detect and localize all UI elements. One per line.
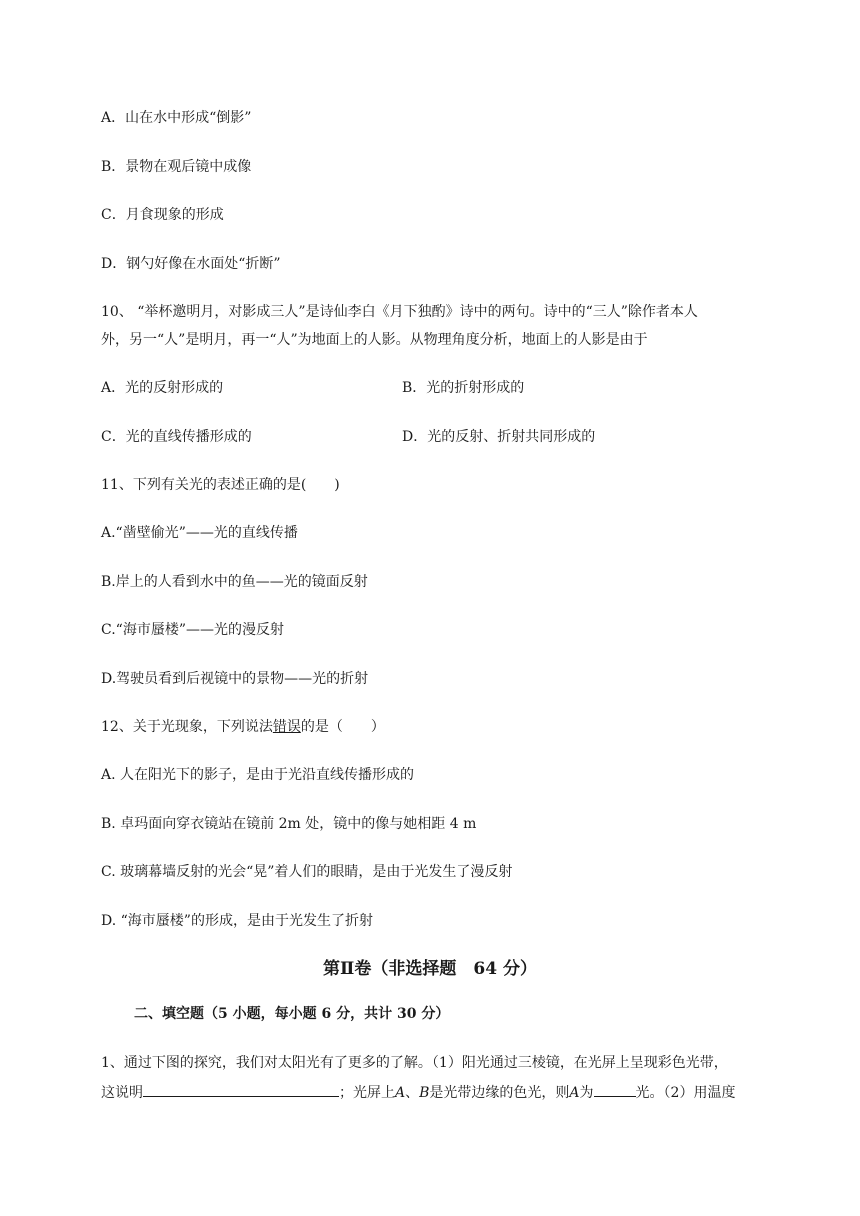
fill1-text-c: 是光带边缘的色光，则 xyxy=(429,1085,570,1101)
q12-option-b: B. 卓玛面向穿衣镜站在镜前 2m 处，镜中的像与她相距 4 m xyxy=(101,816,477,832)
q11-option-b: B.岸上的人看到水中的鱼——光的镜面反射 xyxy=(101,574,368,590)
q12-stem-emphasis: 错误 xyxy=(272,719,301,735)
var-b: B xyxy=(419,1085,430,1101)
q12-stem-after: 的是（ ） xyxy=(300,719,385,735)
fill1-text-a: 这说明 xyxy=(101,1085,143,1101)
answer-blank-1[interactable] xyxy=(143,1082,339,1097)
var-a: A xyxy=(395,1085,406,1101)
q12-stem-before: 12、关于光现象，下列说法 xyxy=(101,719,273,735)
option-a: A．山在水中形成“倒影” xyxy=(101,110,252,126)
section-subheading: 二、填空题（5 小题，每小题 6 分，共计 30 分） xyxy=(134,1006,450,1022)
q12-stem xyxy=(101,717,385,737)
answer-blank-2[interactable] xyxy=(594,1082,636,1097)
fill1-text-b: ；光屏上 xyxy=(339,1085,395,1101)
q11-option-a: A.“凿壁偷光”——光的直线传播 xyxy=(101,525,298,541)
q10-option-d: D．光的反射、折射共同形成的 xyxy=(402,429,596,445)
fill1-line1: 1、通过下图的探究，我们对太阳光有了更多的了解。（1）阳光通过三棱镜，在光屏上呈现彩色光带， xyxy=(101,1055,728,1071)
q10-option-a: A．光的反射形成的 xyxy=(101,380,224,396)
option-c: C．月食现象的形成 xyxy=(101,207,224,223)
var-a-2: A xyxy=(569,1085,580,1101)
option-b: B．景物在观后镜中成像 xyxy=(101,159,252,175)
q10-stem-line2: 外，另一“人”是明月，再一“人”为地面上的人影。从物理角度分析，地面上的人影是由于 xyxy=(101,332,648,348)
fill1-text-e: 光。（2）用温度 xyxy=(635,1085,736,1101)
fill1-sep: 、 xyxy=(405,1085,420,1101)
q12-option-c: C. 玻璃幕墙反射的光会“晃”着人们的眼睛，是由于光发生了漫反射 xyxy=(101,864,513,880)
q11-stem: 11、下列有关光的表述正确的是( ) xyxy=(101,477,340,493)
q12-option-a: A. 人在阳光下的影子，是由于光沿直线传播形成的 xyxy=(101,767,415,783)
option-d: D．钢勺好像在水面处“折断” xyxy=(101,256,281,272)
section-title: 第Ⅱ卷（非选择题 64 分） xyxy=(323,959,537,979)
q11-option-d: D.驾驶员看到后视镜中的景物——光的折射 xyxy=(101,671,369,687)
q10-option-c: C．光的直线传播形成的 xyxy=(101,429,252,445)
q12-option-d: D. “海市蜃楼”的形成，是由于光发生了折射 xyxy=(101,913,373,929)
fill1-text-d: 为 xyxy=(579,1085,594,1101)
q10-stem-line1: 10、 “举杯邀明月，对影成三人”是诗仙李白《月下独酌》诗中的两句。诗中的“三人”除作者本人 xyxy=(101,304,698,320)
q10-option-b: B．光的折射形成的 xyxy=(402,380,525,396)
fill1-line2 xyxy=(101,1082,735,1103)
q11-option-c: C.“海市蜃楼”——光的漫反射 xyxy=(101,622,284,638)
